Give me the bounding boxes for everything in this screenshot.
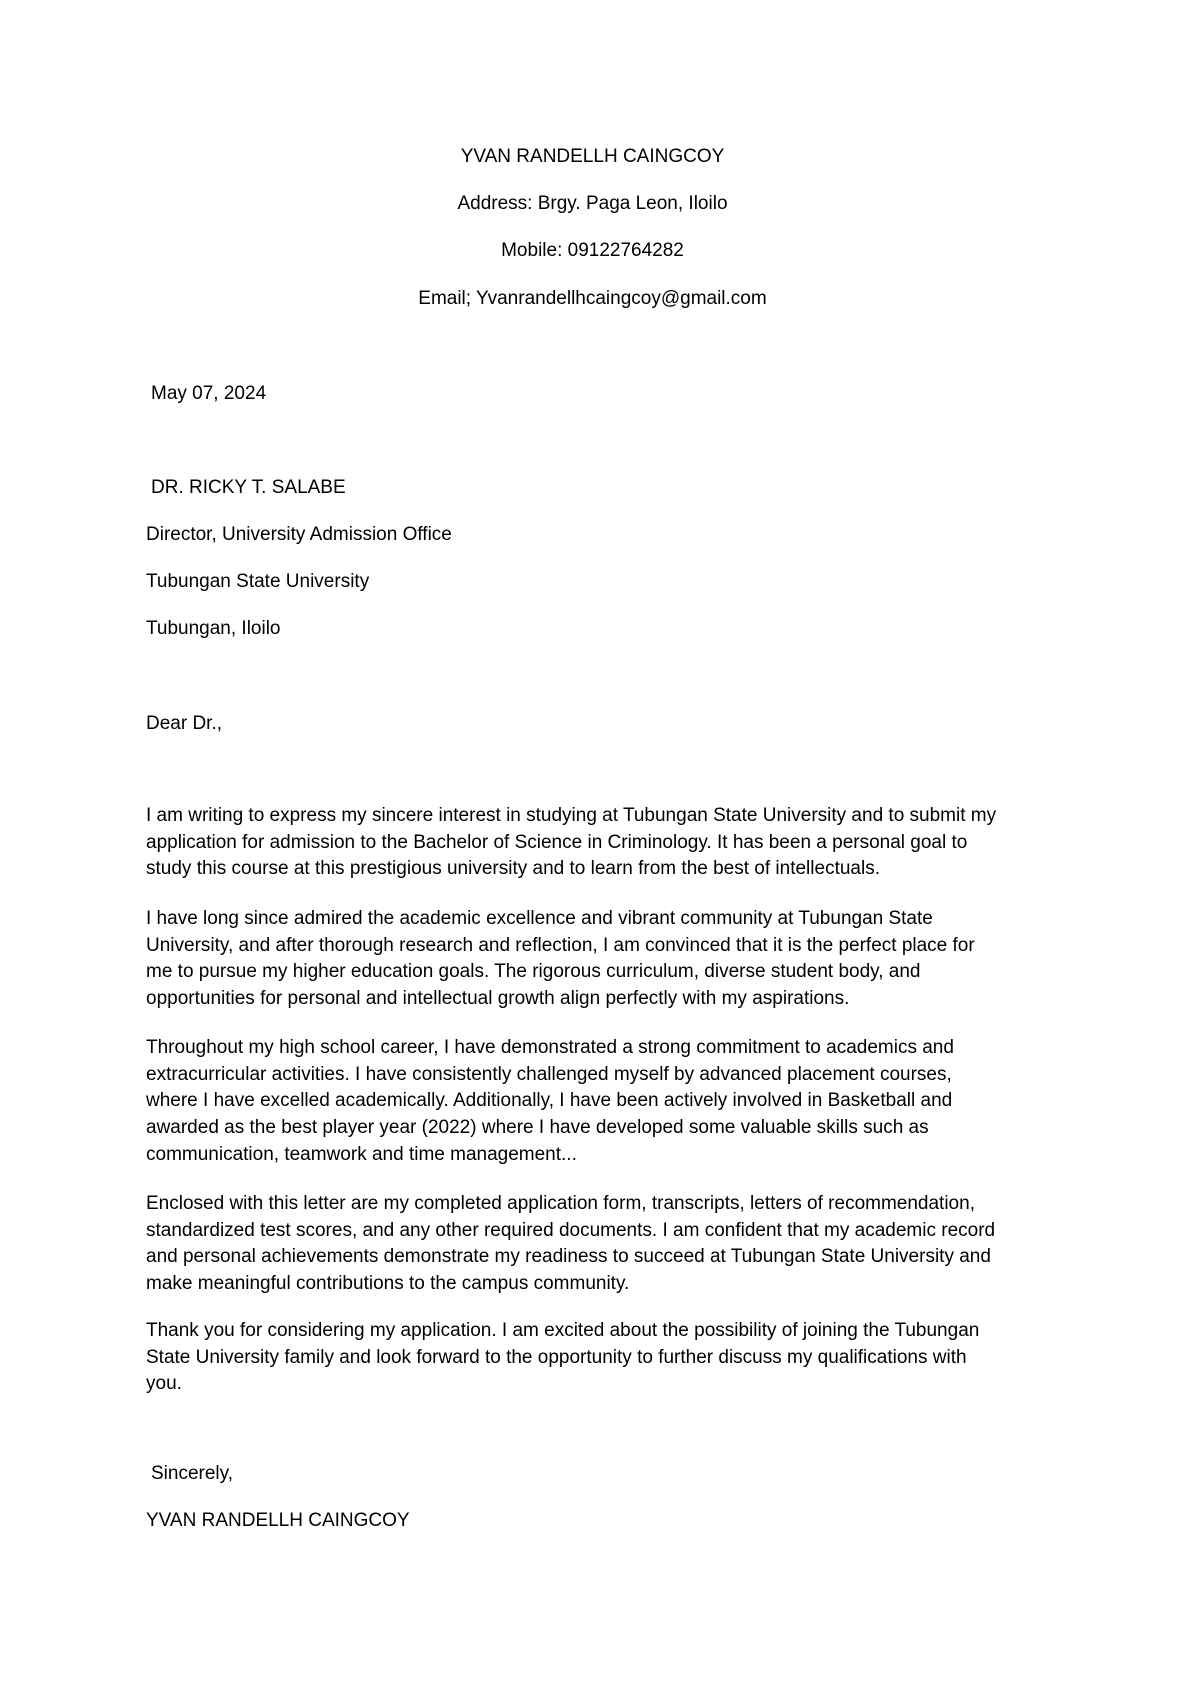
paragraph-line: Throughout my high school career, I have demonstrated a strong commitment to academics and xyxy=(146,1037,954,1058)
paragraph-line: where I have excelled academically. Additionally, I have been actively involved in Basketball and xyxy=(146,1090,953,1112)
body-paragraph-1 xyxy=(146,803,1066,883)
recipient-institution: Tubungan State University xyxy=(146,571,370,592)
valediction: Sincerely, xyxy=(151,1463,234,1484)
paragraph-line: I am writing to express my sincere interest in studying at Tubungan State University and to submit my xyxy=(146,805,997,826)
body-paragraph-3 xyxy=(146,1035,1066,1169)
paragraph-line: study this course at this prestigious university and to learn from the best of intellectuals. xyxy=(146,858,880,880)
sender-name: YVAN RANDELLH CAINGCOY xyxy=(460,146,725,167)
paragraph-line: standardized test scores, and any other required documents. I am confident that my academic record xyxy=(146,1219,996,1241)
body-paragraph-2 xyxy=(146,906,1066,1013)
sender-mobile: Mobile: 09122764282 xyxy=(501,240,684,261)
recipient-location: Tubungan, Iloilo xyxy=(146,618,281,639)
paragraph-line: me to pursue my higher education goals. The rigorous curriculum, diverse student body, and xyxy=(146,961,921,983)
recipient-name: DR. RICKY T. SALABE xyxy=(151,477,346,498)
paragraph-line: make meaningful contributions to the campus community. xyxy=(146,1273,630,1295)
body-paragraph-4 xyxy=(146,1191,1066,1298)
paragraph-line: and personal achievements demonstrate my readiness to succeed at Tubungan State University and xyxy=(146,1246,991,1268)
recipient-title: Director, University Admission Office xyxy=(146,524,452,545)
paragraph-line: Thank you for considering my application. I am excited about the possibility of joining the Tubungan xyxy=(146,1320,980,1341)
paragraph-line: I have long since admired the academic excellence and vibrant community at Tubungan State xyxy=(146,908,933,929)
paragraph-line: you. xyxy=(146,1373,182,1395)
paragraph-line: awarded as the best player year (2022) where I have developed some valuable skills such as xyxy=(146,1117,929,1139)
salutation: Dear Dr., xyxy=(146,713,223,734)
body-paragraph-5 xyxy=(146,1318,1066,1398)
paragraph-line: communication, teamwork and time management... xyxy=(146,1143,577,1165)
paragraph-line: application for admission to the Bachelor of Science in Criminology. It has been a personal goal to xyxy=(146,831,968,853)
sender-address: Address: Brgy. Paga Leon, Iloilo xyxy=(457,193,728,214)
paragraph-line: State University family and look forward to the opportunity to further discuss my qualifications with xyxy=(146,1346,967,1368)
paragraph-line: opportunities for personal and intellectual growth align perfectly with my aspirations. xyxy=(146,988,850,1010)
signature-name: YVAN RANDELLH CAINGCOY xyxy=(146,1510,410,1531)
letter-date: May 07, 2024 xyxy=(151,383,267,404)
sender-email: Email; Yvanrandellhcaingcoy@gmail.com xyxy=(418,288,767,309)
paragraph-line: Enclosed with this letter are my completed application form, transcripts, letters of recommendation, xyxy=(146,1193,975,1214)
paragraph-line: University, and after thorough research and reflection, I am convinced that it is the perfect place for xyxy=(146,934,975,956)
paragraph-line: extracurricular activities. I have consistently challenged myself by advanced placement courses, xyxy=(146,1063,952,1085)
